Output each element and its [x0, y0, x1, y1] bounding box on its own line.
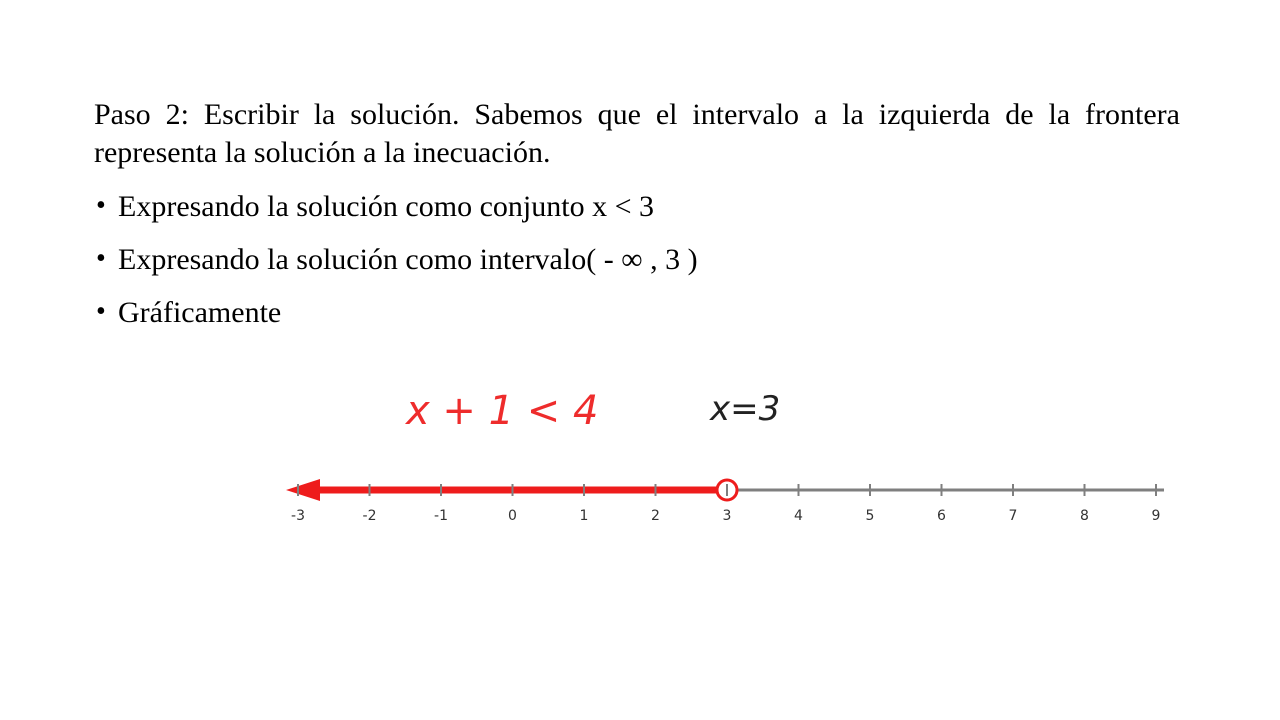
number-line-svg [270, 370, 1180, 540]
tick-label: 6 [937, 508, 946, 524]
boundary-label: x=3 [710, 389, 781, 429]
tick-label: 4 [794, 508, 803, 524]
tick-label: 0 [508, 508, 517, 524]
inequality-label: x + 1 < 4 [406, 388, 599, 434]
bullet-item-graph [94, 294, 1180, 332]
bullet-dot-icon: • [96, 296, 106, 327]
left-arrow-icon [286, 479, 320, 501]
tick-label: -2 [362, 508, 377, 524]
tick-label: 3 [722, 508, 732, 524]
bullet-text-interval: Expresando la solución como intervalo( - ∞ , 3 ) [118, 243, 698, 276]
tick-label: 5 [865, 508, 875, 524]
tick-label: -3 [291, 508, 305, 524]
bullet-dot-icon: • [96, 190, 106, 221]
tick-label: 2 [651, 508, 660, 524]
number-line-diagram [270, 370, 1180, 540]
tick-label: 9 [1151, 508, 1161, 524]
tick-label: 7 [1008, 508, 1018, 524]
tick-label: 1 [579, 508, 589, 524]
intro-paragraph: Paso 2: Escribir la solución. Sabemos que el intervalo a la izquierda de la frontera representa la solución a la inecuación. [94, 98, 1180, 169]
bullet-item-interval [94, 241, 1180, 279]
bullet-item-set [94, 188, 1180, 226]
tick-label: -1 [434, 508, 448, 524]
tick-label: 8 [1080, 508, 1089, 524]
bullet-text-set: Expresando la solución como conjunto x < 3 [118, 190, 654, 223]
bullet-list [94, 188, 1180, 347]
bullet-text-graph: Gráficamente [118, 296, 282, 329]
bullet-dot-icon: • [96, 243, 106, 274]
